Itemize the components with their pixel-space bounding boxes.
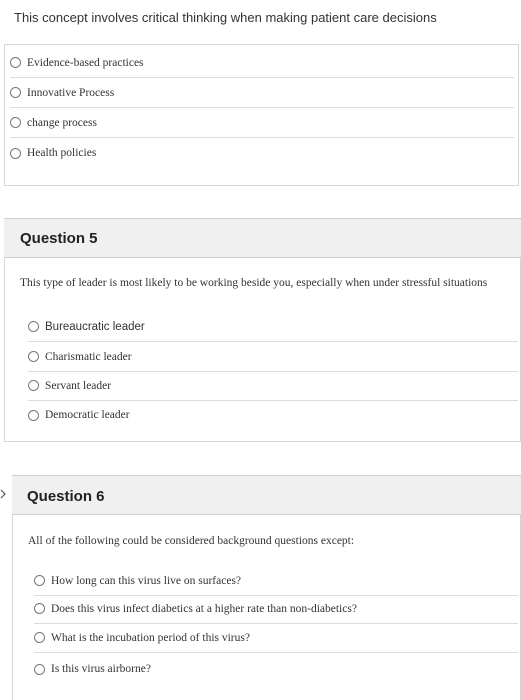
q4-option-innovative-process[interactable] [10, 78, 514, 108]
chevron-right-icon[interactable] [0, 489, 6, 499]
radio-button-icon[interactable] [28, 410, 39, 421]
q6-option-diabetics-rate[interactable] [34, 594, 518, 624]
radio-button-icon[interactable] [10, 57, 21, 68]
q5-option-charismatic[interactable] [28, 342, 518, 372]
radio-button-icon[interactable] [10, 87, 21, 98]
q5-option-democratic[interactable] [28, 400, 518, 430]
radio-button-icon[interactable] [10, 117, 21, 128]
option-label: Innovative Process [27, 86, 115, 99]
q4-option-change-process[interactable] [10, 108, 514, 138]
radio-button-icon[interactable] [10, 148, 21, 159]
radio-button-icon[interactable] [34, 632, 45, 643]
radio-button-icon[interactable] [28, 380, 39, 391]
radio-button-icon[interactable] [34, 664, 45, 675]
question-4-stem: This concept involves critical thinking when making patient care decisions [14, 10, 437, 25]
option-label: change process [27, 116, 97, 129]
q4-option-evidence-based[interactable] [10, 48, 514, 78]
q5-option-bureaucratic[interactable] [28, 312, 518, 342]
question-6-stem: All of the following could be considered background questions except: [28, 535, 355, 547]
option-label: Does this virus infect diabetics at a higher rate than non-diabetics? [51, 602, 357, 615]
question-5-title: Question 5 [20, 230, 98, 247]
q6-option-virus-surfaces[interactable] [34, 566, 518, 596]
option-label: Bureaucratic leader [45, 320, 145, 333]
question-5-stem: This type of leader is most likely to be working beside you, especially when under stressful situations [20, 277, 488, 289]
option-label: Health policies [27, 147, 97, 159]
option-label: How long can this virus live on surfaces? [51, 574, 242, 587]
option-label: Is this virus airborne? [51, 663, 151, 675]
radio-button-icon[interactable] [34, 603, 45, 614]
q4-option-health-policies[interactable] [10, 138, 514, 168]
option-label: Servant leader [45, 379, 112, 392]
radio-button-icon[interactable] [34, 575, 45, 586]
option-label: What is the incubation period of this virus? [51, 631, 250, 644]
q5-option-servant[interactable] [28, 371, 518, 401]
option-label: Charismatic leader [45, 350, 132, 363]
option-label: Democratic leader [45, 409, 130, 421]
q6-option-airborne[interactable] [34, 654, 518, 684]
q6-option-incubation-period[interactable] [34, 623, 518, 653]
question-6-title: Question 6 [27, 488, 105, 505]
radio-button-icon[interactable] [28, 321, 39, 332]
option-label: Evidence-based practices [27, 56, 144, 69]
radio-button-icon[interactable] [28, 351, 39, 362]
